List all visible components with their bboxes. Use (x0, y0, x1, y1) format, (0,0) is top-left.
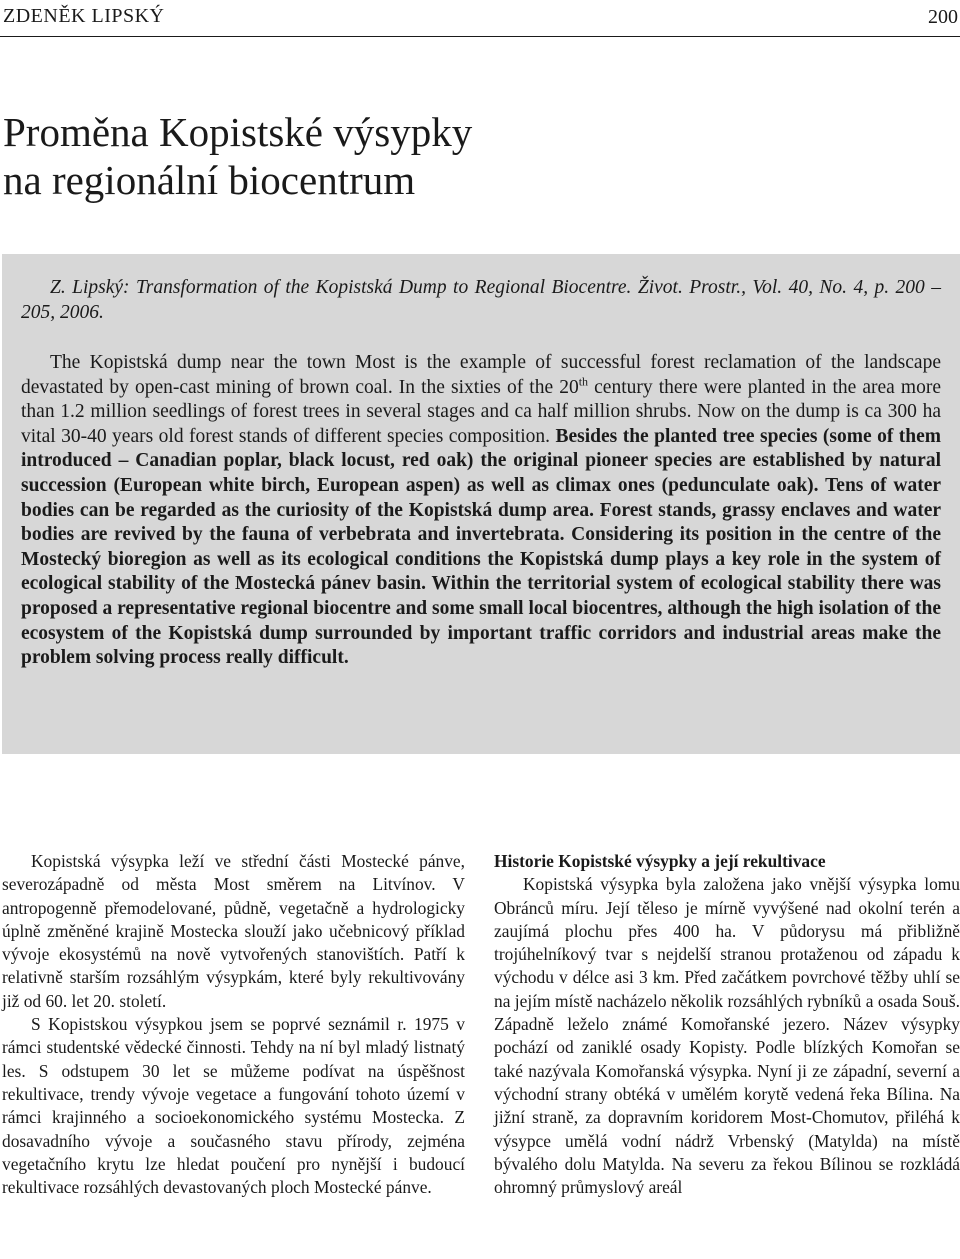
article-title (3, 108, 943, 204)
section-heading: Historie Kopistské výsypky a její rekultivace (494, 851, 826, 871)
abstract-superscript: th (578, 374, 589, 389)
author-header: ZDENĚK LIPSKÝ (3, 5, 165, 27)
abstract-part-2: century there were planted in the area more than 1.2 million seedlings of forest trees in several stages and ca half million shrubs. Now on the dump is ca 300 ha vital 30-40 years old forest stands of different species composition. (21, 376, 941, 447)
citation: Z. Lipský: Transformation of the Kopistská Dump to Regional Biocentre. Život. Prostr., Vol. 40, No. 4, p. 200 – 205, 2006. (21, 277, 941, 323)
abstract-box (2, 254, 960, 754)
right-column (494, 850, 960, 1199)
left-paragraph-2: S Kopistskou výsypkou jsem se poprvé seznámil r. 1975 v rámci studentské vědecké činnosti. Tehdy na ní byl mladý listnatý les. S odstupem 30 let se můžeme podívat na úspěšnost rekultivace, trendy vývoje vegetace a fungování tohoto území v rámci krajinného a socioekonomického systému Mostecka. Z dosavadního vývoje a současného stavu přírody, zejména vegetačního krytu lze hledat poučení pro nynější i budoucí rekultivace rozsáhlých devastovaných ploch Mostecké pánve. (2, 1014, 465, 1198)
title-line-2: na regionální biocentrum (3, 157, 416, 203)
title-line-1: Proměna Kopistské výsypky (3, 109, 473, 155)
right-paragraph-1: Kopistská výsypka byla založena jako vnější výsypka lomu Obránců míru. Její těleso je mírně vyvýšené nad okolní terén a zaujímá plochu přes 400 ha. V půdorysu má přibližně trojúhelníkový tvar s nejdelší stranou protaženou od západu k východu v délce asi 3 km. Před začátkem povrchové těžby uhlí se na jejím místě nacházelo několik rozsáhlých rybníků a osada Souš. Západně leželo známé Komořanské jezero. Název výsypky pochází od zaniklé osady Kopisty. Podle blízkých Komořan se také nazývala Komořanská výsypka. Nyní ji ze západní, severní a východní strany obtéká v umělém korytě vedená řeka Bílina. Na jižní straně, za dopravním koridorem Most-Chomutov, přiléhá k výsypce umělá vodní nádrž Vrbenský (Matylda) na místě bývalého dolu Matylda. Na severu za řekou Bílinou se rozkládá ohromný průmyslový areál (494, 874, 960, 1198)
abstract-part-3: Besides the planted tree species (some of them introduced – Canadian poplar, black locust, red oak) the original pioneer species are established by natural succession (European white birch, European aspen) as well as climax ones (pedunculate oak). Tens of water bodies can be regarded as the curiosity of the Kopistská dump area. Forest stands, grassy enclaves and water bodies are revived by the fauna of verbebrata and invertebrata. Considering its position in the centre of the Mostecký bioregion as well as its ecological conditions the Kopistská dump plays a key role in the system of ecological stability of the Mostecká pánev basin. Within the territorial system of ecological stability there was proposed a representative regional biocentre and some small local biocentres, although the high isolation of the ecosystem of the Kopistská dump surrounded by important traffic corridors and industrial areas make the problem solving process really difficult. (21, 425, 942, 669)
abstract-text (21, 351, 941, 671)
left-paragraph-1: Kopistská výsypka leží ve střední části Mostecké pánve, severozápadně od města Most směrem na Litvínov. V antropogenně přemodelované, půdně, vegetačně a hydrologicky úplně změněné krajině Mostecka slouží jako učebnicový příklad vývoje ekosystémů na nově vytvořených stanovištích. Patří k relativně starším rozsáhlým výsypkám, které byly rekultivovány již od 60. let 20. století. (2, 851, 465, 1011)
abstract-part-1: The Kopistská dump near the town Most is the example of successful forest reclamation of the landscape devastated by open-cast mining of brown coal. In the sixties of the 20 (21, 352, 941, 398)
running-header (0, 0, 960, 40)
left-column (2, 850, 465, 1199)
header-rule (0, 36, 960, 37)
page-number: 200 (928, 6, 958, 28)
